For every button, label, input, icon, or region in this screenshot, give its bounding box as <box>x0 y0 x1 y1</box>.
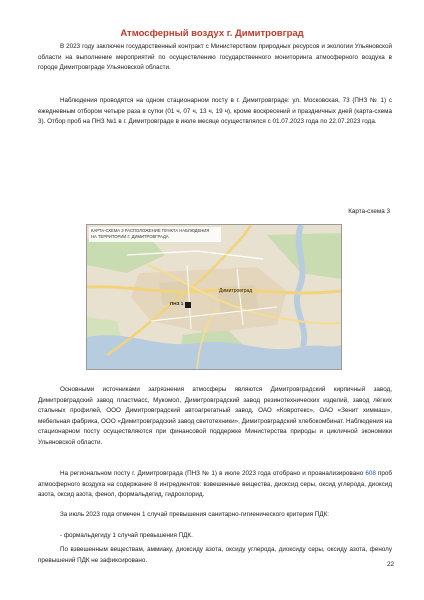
paragraph-samples <box>38 469 392 501</box>
paragraph-observations: Наблюдения проводятся на одном стационарном посту в г. Димитровграде: ул. Московская, 73 (ПНЗ № 1) с ежедневным отбором четыре раза в сутки (01 ч, 07 ч, 13 ч, 19 ч), кроме воскресений и праздничных дней (карта-схема 3). Отбор проб на ПНЗ №1 в г. Димитровграде в июле месяце осуществлялся с 01.07.2023 года по 22.07.2023 года. <box>38 97 392 125</box>
page-number: 22 <box>386 561 394 568</box>
samples-count: 608 <box>365 470 376 477</box>
map-city-label: Димитровград <box>219 288 253 294</box>
station-label: ПНЗ 1 <box>170 301 184 306</box>
samples-text-end: проб атмосферного воздуха на содержание 8 ингредиентов: взвешенные вещества, диоксид серы, оксид углерода, диоксид азота, оксид азота, фенол, формальдегид, гидрохлорид. <box>38 470 392 498</box>
station-marker <box>185 302 191 308</box>
list-item-formaldehyde: - формальдегиду 1 случай превышения ПДК. <box>60 532 193 539</box>
paragraph-no-exceedances: По взвешенным веществам, аммиаку, диоксиду азота, оксиду углерода, диоксиду серы, оксиду азота, фенолу превышений ПДК не зафиксировано. <box>38 546 392 564</box>
map-header <box>91 228 221 239</box>
paragraph-contract: В 2023 году заключен государственный контракт с Министерством природных ресурсов и экологии Ульяновской области на выполнение мероприятий по осуществлению государственного мониторинга атмосферного воздуха в городе Димитровграде Ульяновской области. <box>38 43 392 71</box>
paragraph-sources: Основными источниками загрязнения атмосферы являются Димитровградский кирпичный завод, Димитровградский завод пластмасс, Мукомол, Димитровградский завод резинотехнических изделий, завод лёгких стальных профилей, ООО Димитровградский автоагрегатный завод, ОАО «Ковротекс», ОАО «Зенит химмаш», мебельная фабрика, ООО «Димитровградский завод светотехники», Димитровградский хлебокомбинат. Наблюдения на стационарном посту осуществляются при финансовой поддержке Министерства природы и цикличной экономики Ульяновской области. <box>38 386 392 446</box>
map-header-line-1: КАРТА-СХЕМА 3 РАСПОЛОЖЕНИЕ ПУНКТА НАБЛЮДЕНИЯ <box>91 228 210 233</box>
samples-text-start: На региональном посту г. Димитровграда (ПНЗ № 1) в июле 2023 года отобрано и проанализировано <box>60 470 366 477</box>
map-caption: Карта-схема 3 <box>348 208 390 215</box>
map-header-line-2: НА ТЕРРИТОРИИ Г. ДИМИТРОВГРАДА <box>91 233 169 239</box>
paragraph-exceedances: За июль 2023 года отмечен 1 случай превышения санитарно-гигиенического критерия ПДК: <box>60 511 330 518</box>
page-title: Атмосферный воздух г. Димитровград <box>120 28 304 39</box>
location-map <box>86 224 342 370</box>
